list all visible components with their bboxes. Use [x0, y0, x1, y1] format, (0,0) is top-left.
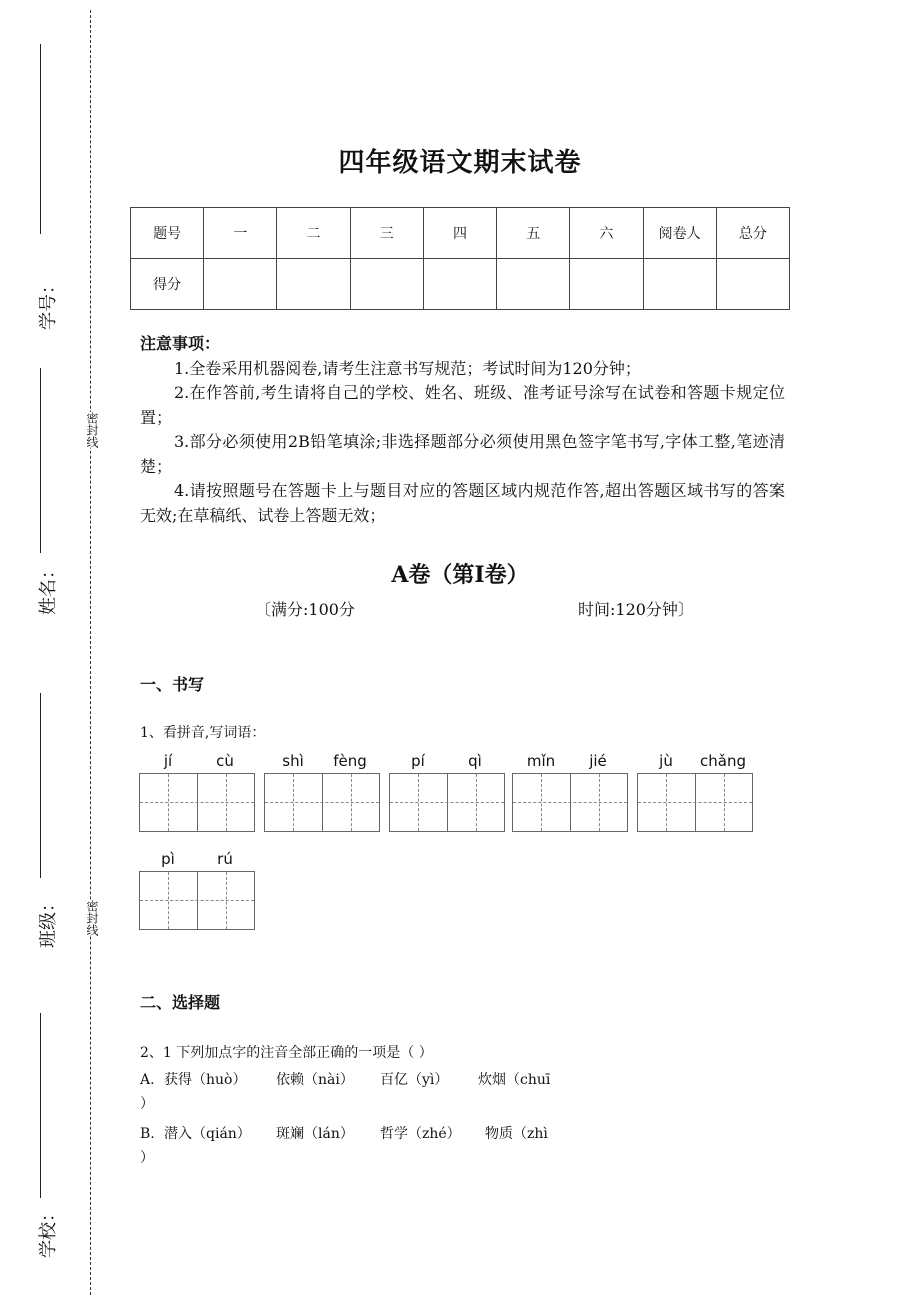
- question-1-text: 1、看拼音,写词语：: [140, 725, 266, 741]
- option-tail: ）: [140, 1096, 154, 1112]
- option-item: 潜入（qián）: [164, 1126, 251, 1142]
- student-id-underline: [40, 44, 41, 234]
- option-item: 百亿（yì）: [380, 1072, 449, 1088]
- note-item: 1.全卷采用机器阅卷,请考生注意书写规范；考试时间为120分钟；: [174, 358, 641, 378]
- header-cell: 六: [570, 208, 643, 259]
- section-1-heading: 一、书写: [140, 675, 205, 694]
- full-score: 〔满分:100分: [255, 600, 355, 619]
- score-table: [130, 207, 790, 310]
- score-cell[interactable]: [277, 259, 350, 310]
- header-cell: 阅卷人: [643, 208, 716, 259]
- name-label: 姓名：: [38, 561, 59, 615]
- option-item: 物质（zhì: [485, 1126, 548, 1142]
- option-a[interactable]: [140, 1068, 560, 1116]
- student-id-label: 学号：: [38, 276, 59, 330]
- exam-notes: [140, 332, 785, 528]
- pinyin-syllable: pì: [161, 850, 175, 868]
- score-cell[interactable]: [423, 259, 496, 310]
- exam-title: 四年级语文期末试卷: [338, 148, 582, 178]
- option-letter: B.: [140, 1126, 155, 1142]
- score-cell[interactable]: [643, 259, 716, 310]
- note-item: 4.请按照题号在答题卡上与题目对应的答题区域内规范作答,超出答题区域书写的答案无效;在草稿纸、试卷上答题无效；: [140, 481, 785, 525]
- header-cell: 五: [497, 208, 570, 259]
- score-cell[interactable]: [497, 259, 570, 310]
- pinyin-syllable: jí: [163, 752, 173, 770]
- header-cell: 二: [277, 208, 350, 259]
- tian-grid[interactable]: [264, 773, 380, 832]
- header-cell: 总分: [716, 208, 789, 259]
- question-2-text: 2、1 下列加点字的注音全部正确的一项是（ ）: [140, 1045, 433, 1061]
- volume-title: A卷（第I卷）: [391, 562, 529, 588]
- pinyin-syllable: cù: [216, 752, 234, 770]
- score-cell[interactable]: [570, 259, 643, 310]
- header-cell: 四: [423, 208, 496, 259]
- option-item: 依赖（nài）: [276, 1072, 354, 1088]
- pinyin-syllable: mǐn: [526, 752, 556, 770]
- score-cell[interactable]: [350, 259, 423, 310]
- exam-time: 时间:120分钟〕: [578, 600, 694, 619]
- pinyin-syllable: jù: [659, 752, 673, 770]
- pinyin-syllable: jié: [589, 752, 607, 770]
- option-item: 哲学（zhé）: [380, 1126, 461, 1142]
- tian-grid[interactable]: [389, 773, 505, 832]
- header-cell: 题号: [131, 208, 204, 259]
- option-letter: A.: [140, 1072, 155, 1088]
- option-b[interactable]: [140, 1122, 560, 1170]
- option-item: 斑斓（lán）: [276, 1126, 354, 1142]
- pinyin-syllable: chǎng: [700, 752, 746, 770]
- pinyin-syllable: pí: [411, 752, 425, 770]
- class-underline: [40, 693, 41, 878]
- note-item: 2.在作答前,考生请将自己的学校、姓名、班级、准考证号涂写在试卷和答题卡规定位置；: [140, 383, 785, 427]
- option-item: 炊烟（chuī: [478, 1072, 551, 1088]
- score-cell[interactable]: [204, 259, 277, 310]
- score-table-header-row: [131, 208, 790, 259]
- school-underline: [40, 1013, 41, 1198]
- note-item: 3.部分必须使用2B铅笔填涂;非选择题部分必须使用黑色签字笔书写,字体工整,笔迹清楚；: [140, 432, 785, 476]
- score-table-score-row: [131, 259, 790, 310]
- pinyin-syllable: qì: [468, 752, 482, 770]
- seal-label-bottom: 密封线: [82, 900, 100, 936]
- class-label: 班级：: [38, 894, 59, 948]
- pinyin-syllable: rú: [217, 850, 233, 868]
- pinyin-syllable: fèng: [333, 752, 367, 770]
- name-underline: [40, 368, 41, 553]
- seal-label-top: 密封线: [82, 412, 100, 448]
- tian-grid[interactable]: [139, 871, 255, 930]
- seal-dashed-line: [90, 10, 91, 1295]
- school-label: 学校：: [38, 1204, 59, 1258]
- tian-grid[interactable]: [512, 773, 628, 832]
- score-row-label: 得分: [131, 259, 204, 310]
- option-tail: ）: [140, 1150, 154, 1166]
- option-item: 获得（huò）: [164, 1072, 247, 1088]
- score-cell[interactable]: [716, 259, 789, 310]
- pinyin-syllable: shì: [282, 752, 304, 770]
- section-2-heading: 二、选择题: [140, 993, 221, 1012]
- tian-grid[interactable]: [637, 773, 753, 832]
- header-cell: 一: [204, 208, 277, 259]
- tian-grid[interactable]: [139, 773, 255, 832]
- notes-heading: 注意事项：: [140, 334, 221, 353]
- header-cell: 三: [350, 208, 423, 259]
